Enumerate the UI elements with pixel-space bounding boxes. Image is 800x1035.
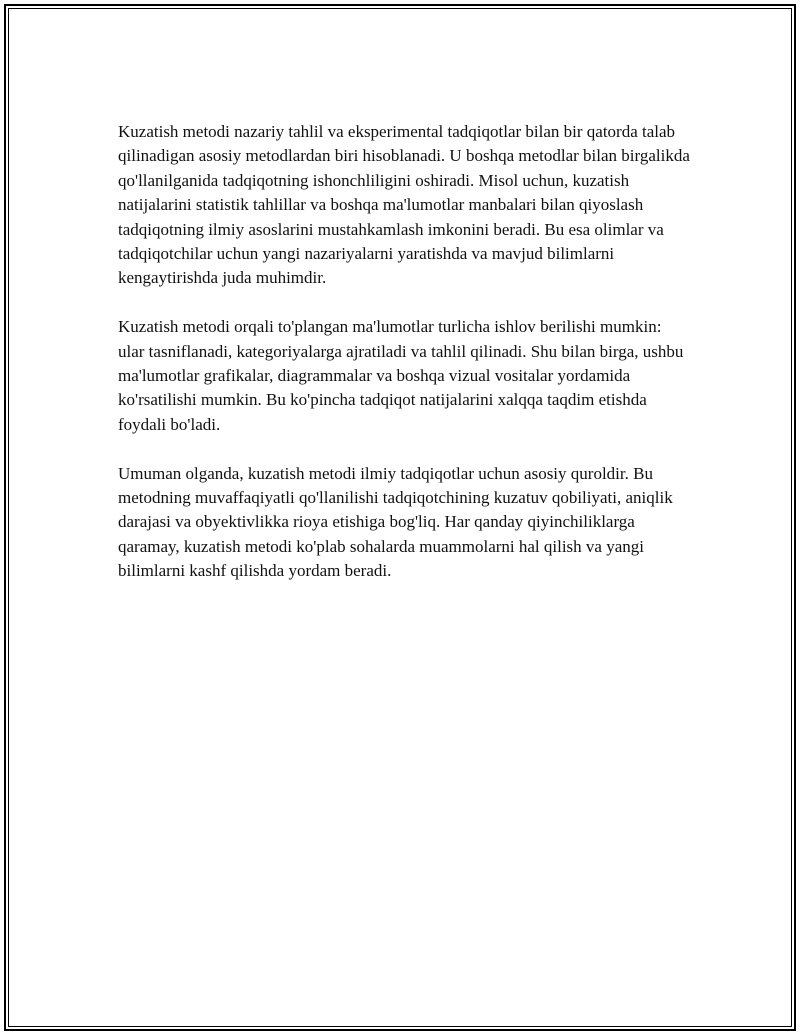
document-page: [4, 4, 796, 1031]
paragraph-1: Kuzatish metodi nazariy tahlil va eksperimental tadqiqotlar bilan bir qatorda talab qilinadigan asosiy metodlardan biri hisoblanadi. U boshqa metodlar bilan birgalikda qo'llanilganida tadqiqotning ishonchliligini oshiradi. Misol uchun, kuzatish natijalarini statistik tahlillar va boshqa ma'lumotlar manbalari bilan qiyoslash tadqiqotning ilmiy asoslarini mustahkamlash imkonini beradi. Bu esa olimlar va tadqiqotchilar uchun yangi nazariyalarni yaratishda va mavjud bilimlarni kengaytirishda juda muhimdir.: [118, 122, 690, 288]
paragraph-2: Kuzatish metodi orqali to'plangan ma'lumotlar turlicha ishlov berilishi mumkin: ular tasniflanadi, kategoriyalarga ajratiladi va tahlil qilinadi. Shu bilan birga, ushbu ma'lumotlar grafikalar, diagrammalar va boshqa vizual vositalar yordamida ko'rsatilishi mumkin. Bu ko'pincha tadqiqot natijalarini xalqqa taqdim etishda foydali bo'ladi.: [118, 317, 684, 434]
document-body: [118, 120, 690, 608]
paragraph-3: Umuman olganda, kuzatish metodi ilmiy tadqiqotlar uchun asosiy quroldir. Bu metodning muvaffaqiyatli qo'llanilishi tadqiqotchining kuzatuv qobiliyati, aniqlik darajasi va obyektivlikka rioya etishiga bog'liq. Har qanday qiyinchiliklarga qaramay, kuzatish metodi ko'plab sohalarda muammolarni hal qilish va yangi bilimlarni kashf qilishda yordam beradi.: [118, 463, 673, 581]
